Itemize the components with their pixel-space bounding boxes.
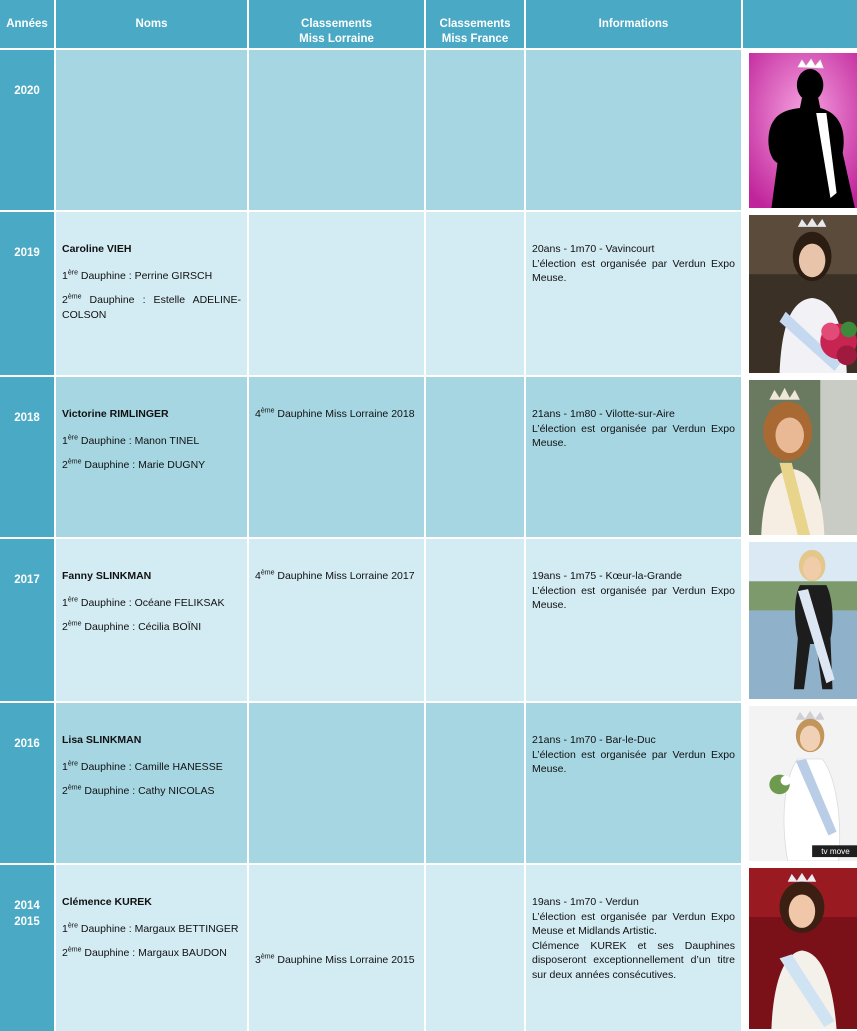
names-cell [56,377,247,537]
lorraine-ranking-cell [249,212,424,375]
info-line: 19ans - 1m75 - Kœur-la-Grande [532,570,682,582]
second-runner-up: 2ème Dauphine : Marie DUGNY [62,458,206,471]
winner-name: Clémence KUREK [62,896,152,908]
portrait-photo [749,542,857,699]
header-photo [743,0,857,48]
photo-cell [743,50,857,210]
year-cell: 2014 2015 [0,865,54,1031]
portrait-photo [749,215,857,373]
photo-cell [743,865,857,1031]
photo-cell [743,703,857,863]
year-cell: 2018 [0,377,54,537]
second-runner-up: 2ème Dauphine : Margaux BAUDON [62,946,227,959]
winner-name: Caroline VIEH [62,243,132,255]
winner-name: Fanny SLINKMAN [62,570,152,582]
france-ranking-cell [426,539,524,701]
info-line: L’élection est organisée par Verdun Expo Meuse. [532,257,735,284]
info-cell [526,703,741,863]
silhouette-placeholder-image [749,53,857,208]
info-cell-empty [526,50,741,210]
lorraine-ranking-cell: 4ème Dauphine Miss Lorraine 2017 [249,539,424,701]
photo-cell [743,377,857,537]
first-runner-up: 1ère Dauphine : Perrine GIRSCH [62,269,213,282]
first-runner-up: 1ère Dauphine : Margaux BETTINGER [62,922,239,935]
second-runner-up: 2ème Dauphine : Cathy NICOLAS [62,784,215,797]
info-line: Clémence KUREK et ses Dauphines disposeront exceptionnellement d’un titre sur deux années consécutives. [532,939,735,981]
header-classements-miss-france: Classements Miss France [426,0,524,48]
info-line: L’élection est organisée par Verdun Expo Meuse. [532,748,735,775]
info-cell [526,539,741,701]
winner-name: Victorine RIMLINGER [62,408,169,420]
france-ranking-cell [426,377,524,537]
header-informations: Informations [526,0,741,48]
info-cell [526,377,741,537]
info-cell [526,212,741,375]
second-runner-up: 2ème Dauphine : Cécilia BOÏNI [62,620,202,633]
first-runner-up: 1ère Dauphine : Camille HANESSE [62,760,223,773]
header-noms: Noms [56,0,247,48]
lorraine-cell-empty [249,50,424,210]
names-cell [56,865,247,1031]
info-line: L’élection est organisée par Verdun Expo Meuse et Midlands Artistic. [532,910,735,937]
info-line: 19ans - 1m70 - Verdun [532,896,639,908]
info-line: 21ans - 1m80 - Vilotte-sur-Aire [532,408,675,420]
france-ranking-cell [426,865,524,1031]
info-line: 20ans - 1m70 - Vavincourt [532,243,655,255]
year-cell: 2019 [0,212,54,375]
lorraine-ranking-cell: 4ème Dauphine Miss Lorraine 2018 [249,377,424,537]
year-cell: 2020 [0,50,54,210]
tv-move-watermark: tv move [821,847,850,857]
france-cell-empty [426,50,524,210]
lorraine-ranking-cell [249,703,424,863]
year-cell: 2016 [0,703,54,863]
info-line: L’élection est organisée par Verdun Expo Meuse. [532,584,735,611]
france-ranking-cell [426,703,524,863]
header-classements-miss-lorraine: Classements Miss Lorraine [249,0,424,48]
names-cell [56,703,247,863]
portrait-photo [749,868,857,1029]
portrait-photo [749,380,857,535]
photo-cell [743,212,857,375]
info-line: 21ans - 1m70 - Bar-le-Duc [532,734,656,746]
photo-cell [743,539,857,701]
first-runner-up: 1ère Dauphine : Océane FELIKSAK [62,596,225,609]
lorraine-ranking-cell: 3ème Dauphine Miss Lorraine 2015 [249,865,424,1031]
winner-name: Lisa SLINKMAN [62,734,142,746]
info-cell [526,865,741,1031]
names-cell [56,539,247,701]
header-annees: Années [0,0,54,48]
france-ranking-cell [426,212,524,375]
portrait-photo [749,706,857,861]
names-cell [56,212,247,375]
names-cell-empty [56,50,247,210]
info-line: L’élection est organisée par Verdun Expo Meuse. [532,422,735,449]
second-runner-up: 2ème Dauphine : Estelle ADELINE-COLSON [62,293,241,321]
year-cell: 2017 [0,539,54,701]
first-runner-up: 1ère Dauphine : Manon TINEL [62,434,200,447]
